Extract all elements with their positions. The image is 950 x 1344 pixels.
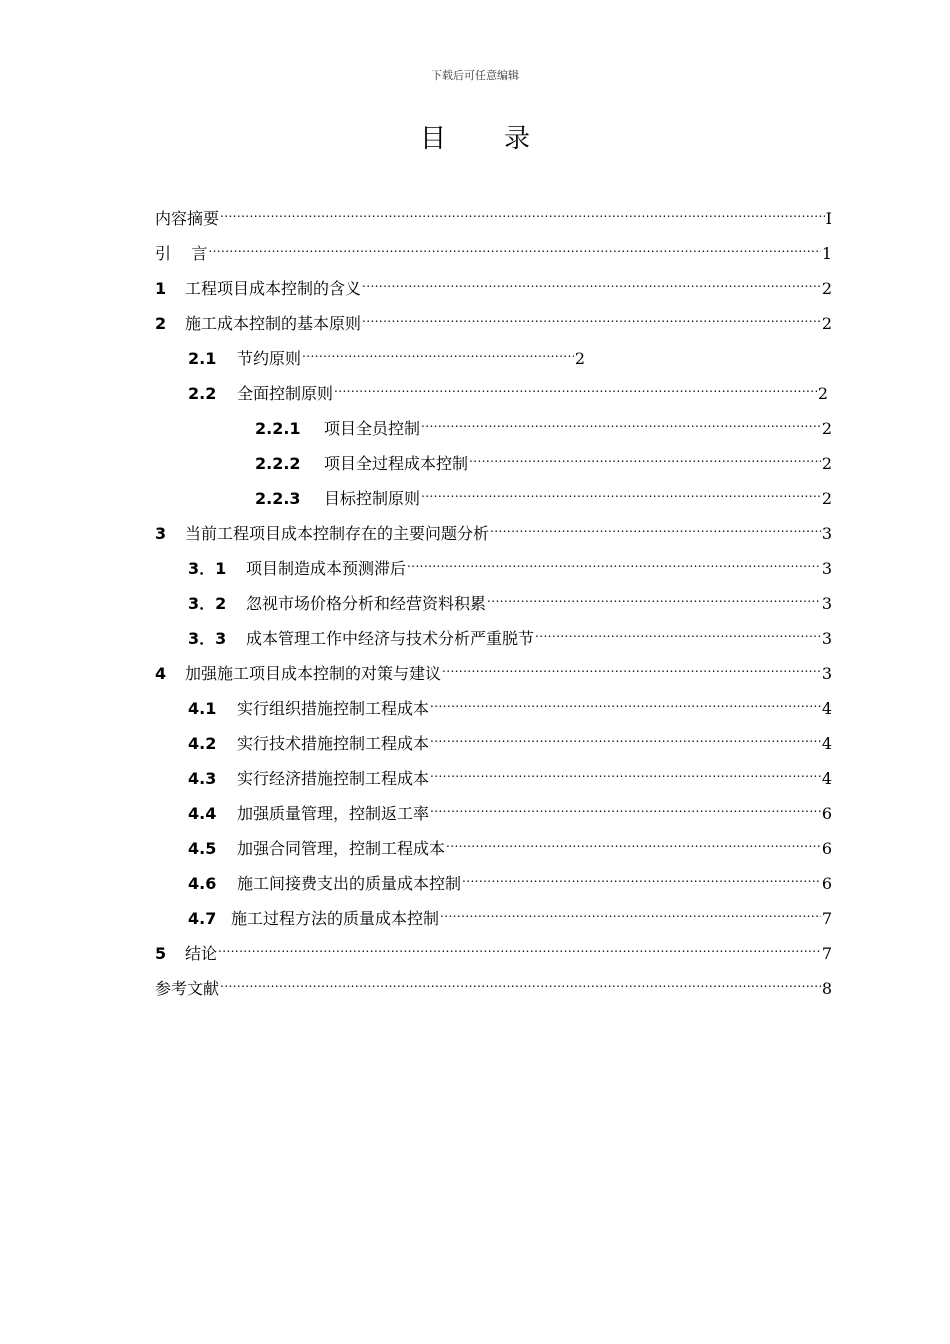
toc-leader (430, 686, 821, 714)
toc-page: 3 (821, 559, 832, 578)
toc-leader (302, 336, 574, 364)
toc-leader (362, 301, 821, 329)
toc-leader (220, 196, 825, 224)
toc-label: 实行经济措施控制工程成本 (237, 769, 430, 788)
toc-page: 2 (821, 279, 832, 298)
toc-leader (421, 476, 821, 504)
toc-entry[interactable] (155, 966, 832, 998)
toc-number: 2.1 (188, 349, 217, 368)
toc-label: 成本管理工作中经济与技术分析严重脱节 (246, 629, 535, 648)
toc-number: 4 (155, 664, 167, 683)
toc-leader (487, 581, 821, 609)
toc-entry[interactable] (155, 511, 832, 543)
toc-label: 当前工程项目成本控制存在的主要问题分析 (185, 524, 490, 543)
toc-leader (421, 406, 821, 434)
toc-entry[interactable] (155, 651, 832, 683)
toc-leader (218, 931, 821, 959)
toc-page: 4 (821, 699, 832, 718)
toc-label: 项目制造成本预测滞后 (246, 559, 407, 578)
toc-leader (490, 511, 821, 539)
toc-page: 8 (821, 979, 832, 998)
toc-label: 加强合同管理，控制工程成本 (237, 839, 446, 858)
toc-page: 2 (821, 454, 832, 473)
title-left: 目 (419, 124, 446, 154)
toc-leader (430, 756, 821, 784)
toc-label: 加强施工项目成本控制的对策与建议 (185, 664, 442, 683)
toc-label: 结论 (185, 944, 218, 963)
toc-page: 3 (821, 629, 832, 648)
toc-number: 2.2.2 (255, 454, 301, 473)
toc-label: 内容摘要 (155, 209, 220, 228)
toc-label: 实行组织措施控制工程成本 (237, 699, 430, 718)
toc-page: I (825, 209, 832, 228)
toc-leader (442, 651, 821, 679)
toc-label: 目标控制原则 (324, 489, 421, 508)
toc-leader (220, 966, 821, 994)
toc-page: 2 (817, 384, 828, 403)
toc-label: 引 言 (155, 244, 208, 263)
toc-entry[interactable] (188, 896, 832, 928)
toc-page: 4 (821, 734, 832, 753)
toc-page: 3 (821, 664, 832, 683)
toc-number: 2.2 (188, 384, 217, 403)
toc-number: 4.3 (188, 769, 217, 788)
toc-leader (430, 721, 821, 749)
toc-page: 2 (574, 349, 585, 368)
toc-page: 7 (821, 944, 832, 963)
title-right: 录 (504, 124, 531, 154)
toc-number: 2.2.1 (255, 419, 301, 438)
toc-entry[interactable] (155, 231, 832, 263)
toc-page: 1 (821, 244, 832, 263)
toc-number: 5 (155, 944, 167, 963)
toc-label: 项目全过程成本控制 (324, 454, 469, 473)
toc-number: 4.2 (188, 734, 217, 753)
toc-entry[interactable] (188, 616, 832, 648)
toc-entry[interactable] (155, 301, 832, 333)
toc-entry[interactable] (255, 406, 832, 438)
toc-number: 4.4 (188, 804, 217, 823)
toc-label: 项目全员控制 (324, 419, 421, 438)
toc-entry[interactable] (188, 826, 832, 858)
toc-label: 参考文献 (155, 979, 220, 998)
toc-number: 4.5 (188, 839, 217, 858)
toc-page: 6 (821, 839, 832, 858)
toc-leader (462, 861, 821, 889)
header-note: 下载后可任意编辑 (431, 69, 519, 82)
toc-entry[interactable] (155, 931, 832, 963)
toc-page: 3 (821, 594, 832, 613)
toc-number: 4.1 (188, 699, 217, 718)
toc-leader (208, 231, 820, 259)
toc-label: 施工过程方法的质量成本控制 (231, 909, 440, 928)
toc-page: 2 (821, 314, 832, 333)
toc-leader (535, 616, 821, 644)
toc-leader (334, 371, 817, 399)
toc-entry[interactable] (188, 546, 832, 578)
toc-page: 6 (821, 874, 832, 893)
toc-entry[interactable] (155, 266, 832, 298)
page-title (0, 118, 950, 155)
toc-leader (446, 826, 821, 854)
toc-page: 4 (821, 769, 832, 788)
toc-label: 施工成本控制的基本原则 (185, 314, 362, 333)
toc-entry[interactable] (188, 371, 828, 403)
toc-number: 3．3 (188, 629, 227, 648)
toc-leader (430, 791, 821, 819)
toc-number: 3．1 (188, 559, 227, 578)
toc-number: 2 (155, 314, 167, 333)
toc-label: 实行技术措施控制工程成本 (237, 734, 430, 753)
toc-label: 施工间接费支出的质量成本控制 (237, 874, 462, 893)
toc-label: 工程项目成本控制的含义 (185, 279, 362, 298)
toc-number: 3 (155, 524, 167, 543)
toc-entry[interactable] (188, 336, 585, 368)
toc-entry[interactable] (188, 756, 832, 788)
toc-number: 2.2.3 (255, 489, 301, 508)
toc-entry[interactable] (255, 476, 832, 508)
toc-label: 加强质量管理，控制返工率 (237, 804, 430, 823)
toc-entry[interactable] (188, 686, 832, 718)
toc-leader (407, 546, 821, 574)
toc-label: 节约原则 (237, 349, 302, 368)
toc-leader (469, 441, 821, 469)
toc-entry[interactable] (188, 861, 832, 893)
toc-number: 4.6 (188, 874, 217, 893)
toc-page: 2 (821, 489, 832, 508)
toc-entry[interactable] (255, 441, 832, 473)
toc-page: 2 (821, 419, 832, 438)
toc-label: 全面控制原则 (237, 384, 334, 403)
toc-leader (440, 896, 821, 924)
toc-page: 3 (821, 524, 832, 543)
toc-number: 4.7 (188, 909, 217, 928)
toc-label: 忽视市场价格分析和经营资料积累 (246, 594, 487, 613)
toc-number: 1 (155, 279, 167, 298)
toc-leader (362, 266, 821, 294)
toc-entry[interactable] (188, 791, 832, 823)
toc-number: 3．2 (188, 594, 227, 613)
toc-entry[interactable] (155, 196, 832, 228)
toc-page: 6 (821, 804, 832, 823)
toc-entry[interactable] (188, 721, 832, 753)
toc-page: 7 (821, 909, 832, 928)
toc-entry[interactable] (188, 581, 832, 613)
